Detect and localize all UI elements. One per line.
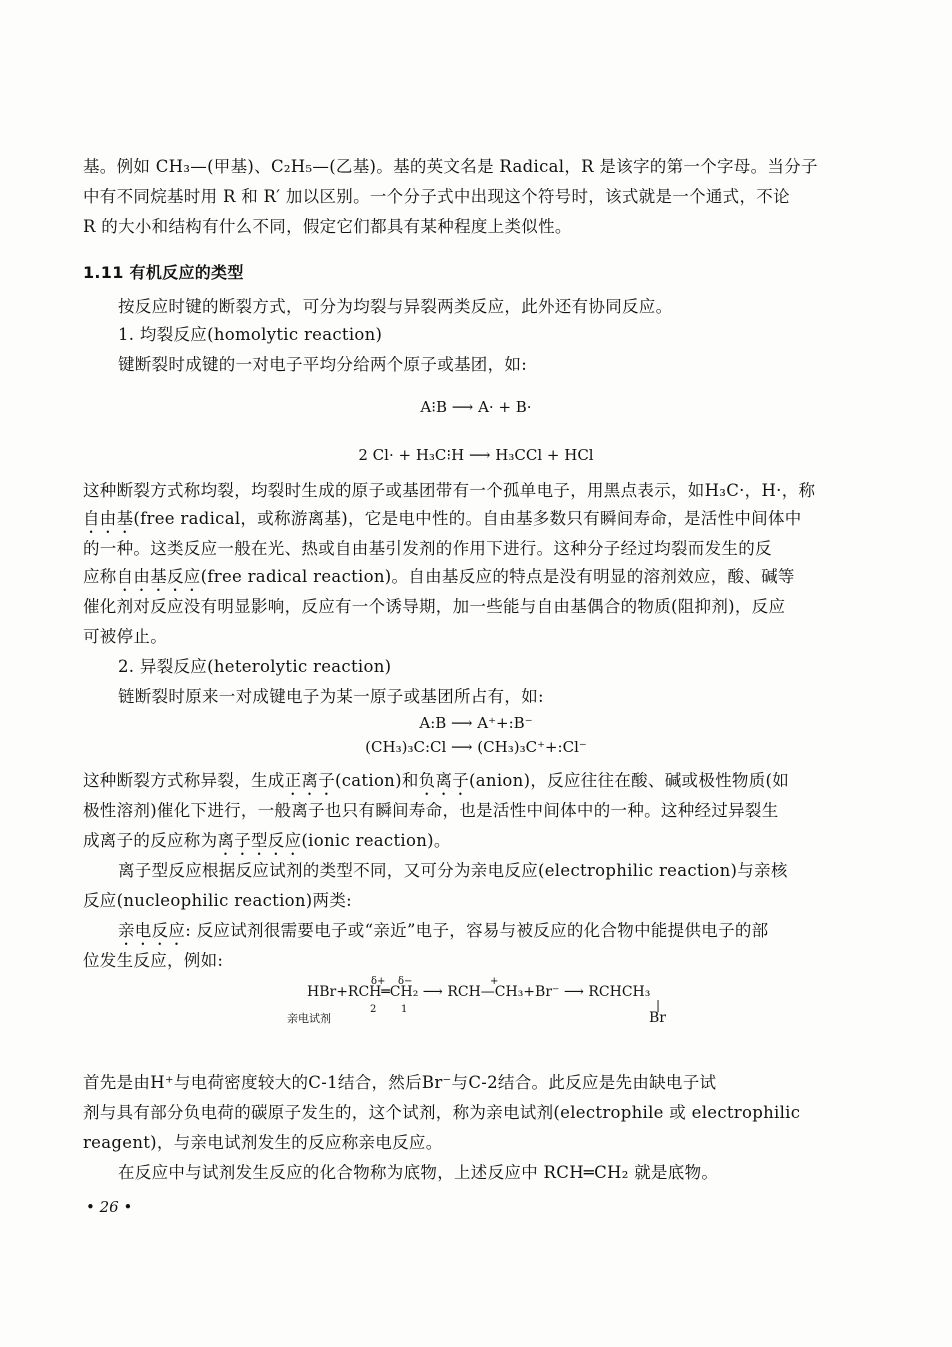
text-line: 这种断裂方式称异裂，生成正离子(cation)和负离子(anion)，反应往往在酸、碱或极性物质(如 [83,771,790,790]
section-heading: 1.11 有机反应的类型 [83,263,244,282]
text-line: 在反应中与试剂发生反应的化合物称为底物，上述反应中 RCH═CH₂ 就是底物。 [118,1163,719,1182]
text-line: 剂与具有部分负电荷的碳原子发生的，这个试剂，称为亲电试剂(electrophile 或 electrophilic [83,1103,801,1122]
term-cation: 正离子 [284,771,336,790]
text-line: R 的大小和结构有什么不同，假定它们都具有某种程度上类似性。 [83,217,572,236]
equation-heterolysis: A:B ⟶ A⁺+:B⁻ [419,714,533,732]
subheading: 2. 异裂反应(heterolytic reaction) [118,657,392,676]
text-line: 离子型反应根据反应试剂的类型不同，又可分为亲电反应(electrophilic reaction)与亲核 [118,861,788,880]
text-line: 催化剂对反应没有明显影响，反应有一个诱导期，加一些能与自由基偶合的物质(阻抑剂)，反应 [83,597,786,616]
term-electrophilic-reaction: 亲电反应 [118,921,186,940]
equation-tbutyl: (CH₃)₃C:Cl ⟶ (CH₃)₃C⁺+:Cl⁻ [365,738,587,756]
equation-chlorination: 2 Cl· + H₃C⁝H ⟶ H₃CCl + HCl [358,446,594,464]
text-line: 极性溶剂)催化下进行，一般离子也只有瞬间寿命，也是活性中间体中的一种。这种经过异裂生 [83,801,779,820]
text-line: 中有不同烷基时用 R 和 R′ 加以区别。一个分子式中出现这个符号时，该式就是一个通式，不论 [83,187,790,206]
text-line: 位发生反应，例如: [83,951,224,970]
text-line: 自由基(free radical，或称游离基)，它是电中性的。自由基多数只有瞬间寿命，是活性中间体中 [83,509,802,528]
term-ionic-reaction: 离子型反应 [217,831,302,850]
text-line: 链断裂时原来一对成键电子为某一原子或基团所占有，如: [118,687,544,706]
text-line: 按反应时键的断裂方式，可分为均裂与异裂两类反应，此外还有协同反应。 [118,297,673,316]
text-line: 的一种。这类反应一般在光、热或自由基引发剂的作用下进行。这种分子经过均裂而发生的反 [83,539,772,558]
term-free-radical: 自由基 [83,509,134,528]
page-number: • 26 • [86,1198,133,1216]
text-line: reagent)，与亲电试剂发生的反应称亲电反应。 [83,1133,443,1152]
text-line: 键断裂时成键的一对电子平均分给两个原子或基团，如: [118,355,528,374]
text-line: 成离子的反应称为离子型反应(ionic reaction)。 [83,831,451,850]
reagent-label: 亲电试剂 [287,1012,331,1025]
term-free-radical-reaction: 自由基反应 [116,567,201,586]
text-line: 反应(nucleophilic reaction)两类: [83,891,353,910]
term-anion: 负离子 [418,771,470,790]
text-line: 基。例如 CH₃—(甲基)、C₂H₅—(乙基)。基的英文名是 Radical，R 是该字的第一个字母。当分子 [83,157,818,176]
equation-hbr-addition: δ+ δ− + HBr+RCH═CH₂ ⟶ RCH—CH₃+Br⁻ ⟶ RCHCH₃ 2 1 | Br 亲电试剂 [287,976,666,1026]
text-line: 应称自由基反应(free radical reaction)。自由基反应的特点是没有明显的溶剂效应，酸、碱等 [83,567,795,586]
text-line: 可被停止。 [83,627,167,646]
equation-homolysis: A⁝B ⟶ A· + B· [420,398,532,416]
text-line: 亲电反应: 反应试剂很需要电子或“亲近”电子，容易与被反应的化合物中能提供电子的部 [118,921,769,940]
text-line: 这种断裂方式称均裂，均裂时生成的原子或基团带有一个孤单电子，用黑点表示，如H₃C·，H·，称 [83,481,816,500]
subheading: 1. 均裂反应(homolytic reaction) [118,325,383,344]
text-line: 首先是由H⁺与电荷密度较大的C-1结合，然后Br⁻与C-2结合。此反应是先由缺电子试 [83,1073,717,1092]
